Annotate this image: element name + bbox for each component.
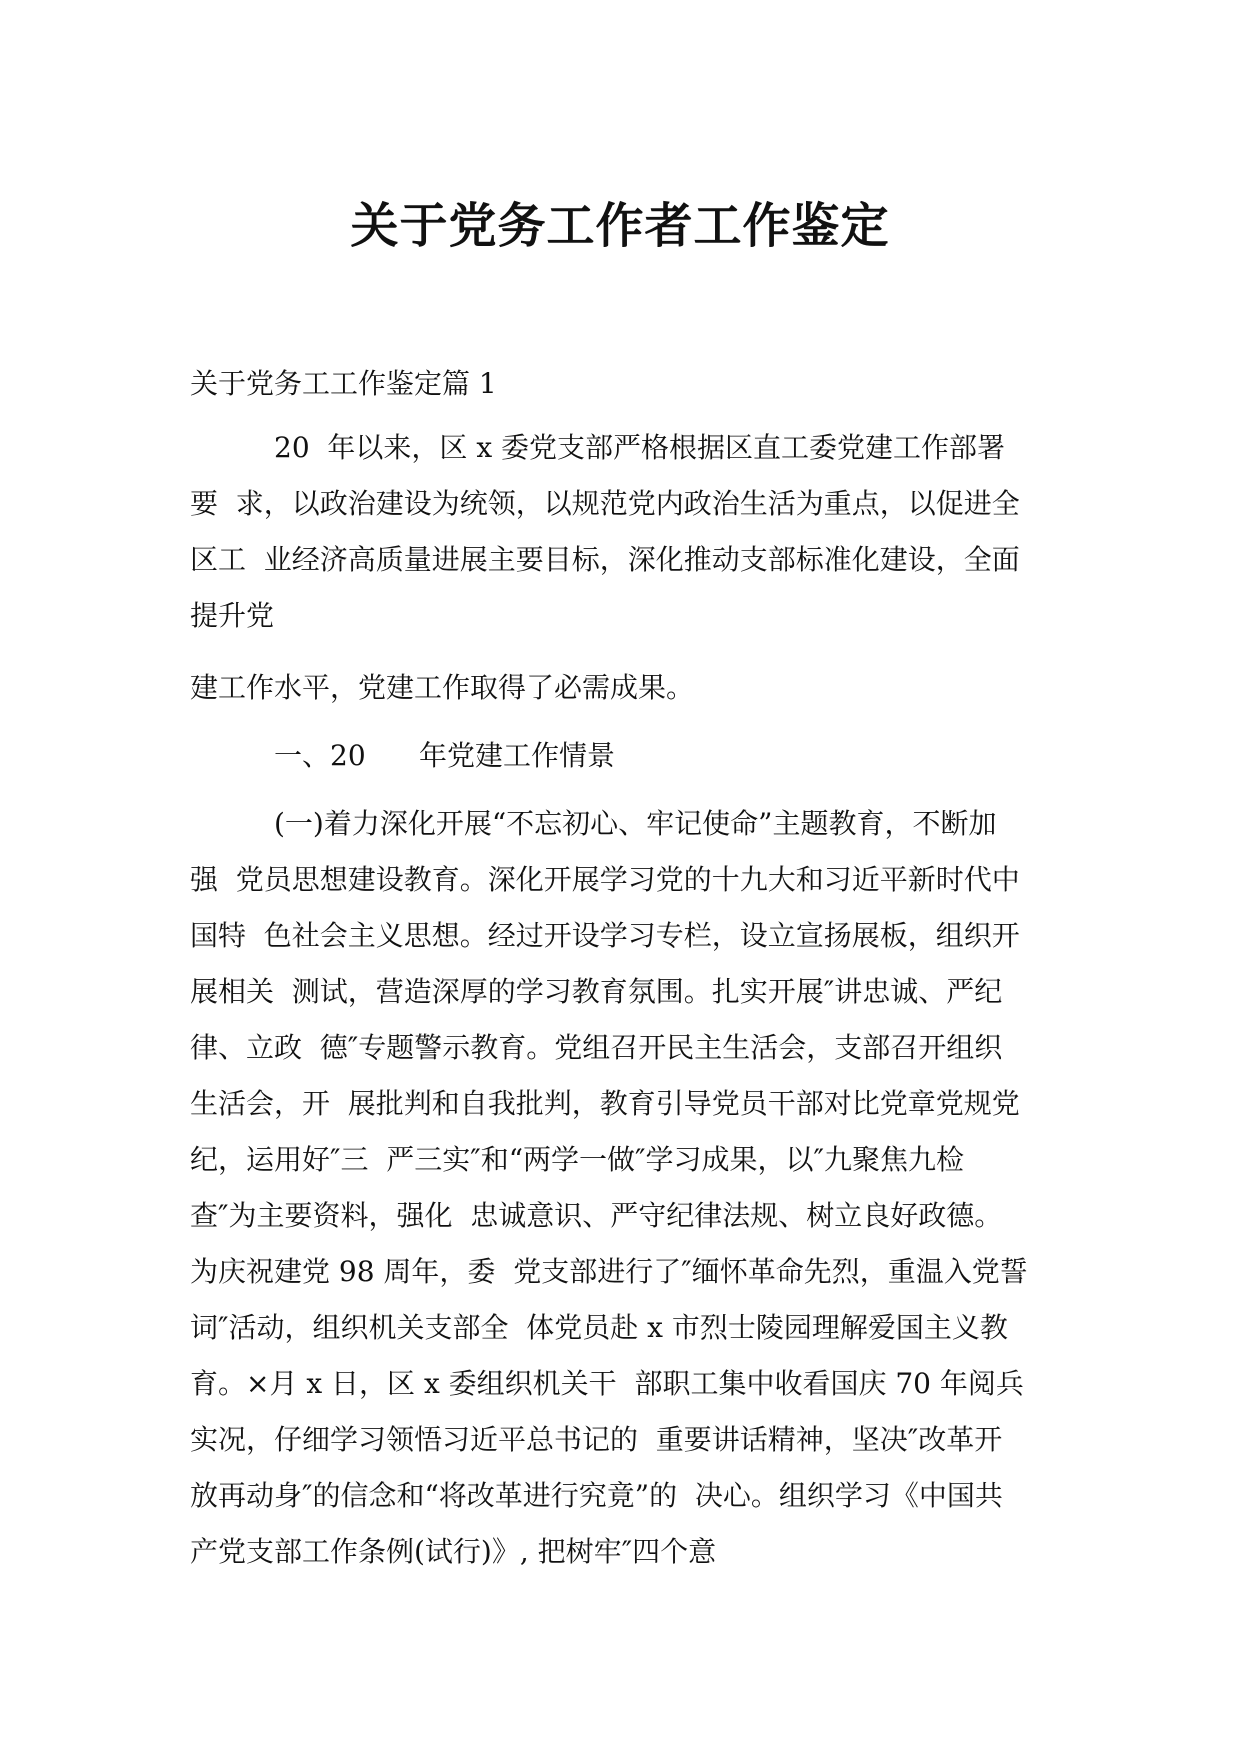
section-heading-1: 一、20 年党建工作情景 xyxy=(274,739,616,772)
paragraph-1-line-3: 区工 业经济高质量进展主要目标，深化推动支部标准化建设，全面 xyxy=(190,543,1020,576)
paragraph-3-line-9: 为庆祝建党 98 周年，委 党支部进行了″缅怀革命先烈，重温入党誓 xyxy=(190,1255,1028,1288)
paragraph-2: 建工作水平，党建工作取得了必需成果。 xyxy=(190,671,695,704)
paragraph-3-line-11: 育。×月 x 日，区 x 委组织机关干 部职工集中收看国庆 70 年阅兵 xyxy=(190,1367,1024,1400)
paragraph-3-line-10: 词″活动，组织机关支部全 体党员赴 x 市烈士陵园理解爱国主义教 xyxy=(190,1311,1008,1344)
paragraph-3-line-8: 查″为主要资料，强化 忠诚意识、严守纪律法规、树立良好政德。 xyxy=(190,1199,1003,1232)
paragraph-3-line-12: 实况，仔细学习领悟习近平总书记的 重要讲话精神，坚决″改革开 xyxy=(190,1423,1003,1456)
document-title: 关于党务工作者工作鉴定 xyxy=(350,198,890,254)
paragraph-1-line-1: 20 年以来，区 x 委党支部严格根据区直工委党建工作部署 xyxy=(274,431,1006,464)
paragraph-3-line-14: 产党支部工作条例(试行)》, 把树牢″四个意 xyxy=(190,1535,717,1568)
paragraph-3-line-6: 生活会，开 展批判和自我批判，教育引导党员干部对比党章党规党 xyxy=(190,1087,1020,1120)
paragraph-3-line-13: 放再动身″的信念和“将改革进行究竟”的 决心。组织学习《中国共 xyxy=(190,1479,1003,1512)
paragraph-1-line-2: 要 求，以政治建设为统领，以规范党内政治生活为重点，以促进全 xyxy=(190,487,1020,520)
paragraph-1-line-4: 提升党 xyxy=(190,599,275,632)
paragraph-3-line-7: 纪，运用好″三 严三实″和“两学一做″学习成果，以″九聚焦九检 xyxy=(190,1143,964,1176)
paragraph-3-line-1: (一)着力深化开展“不忘初心、牢记使命”主题教育，不断加 xyxy=(274,807,997,840)
section-subtitle: 关于党务工工作鉴定篇 1 xyxy=(190,367,497,400)
paragraph-3-line-3: 国特 色社会主义思想。经过开设学习专栏，设立宣扬展板，组织开 xyxy=(190,919,1020,952)
paragraph-3-line-5: 律、立政 德″专题警示教育。党组召开民主生活会，支部召开组织 xyxy=(190,1031,1003,1064)
paragraph-3-line-2: 强 党员思想建设教育。深化开展学习党的十九大和习近平新时代中 xyxy=(190,863,1020,896)
paragraph-3-line-4: 展相关 测试，营造深厚的学习教育氛围。扎实开展″讲忠诚、严纪 xyxy=(190,975,1003,1008)
